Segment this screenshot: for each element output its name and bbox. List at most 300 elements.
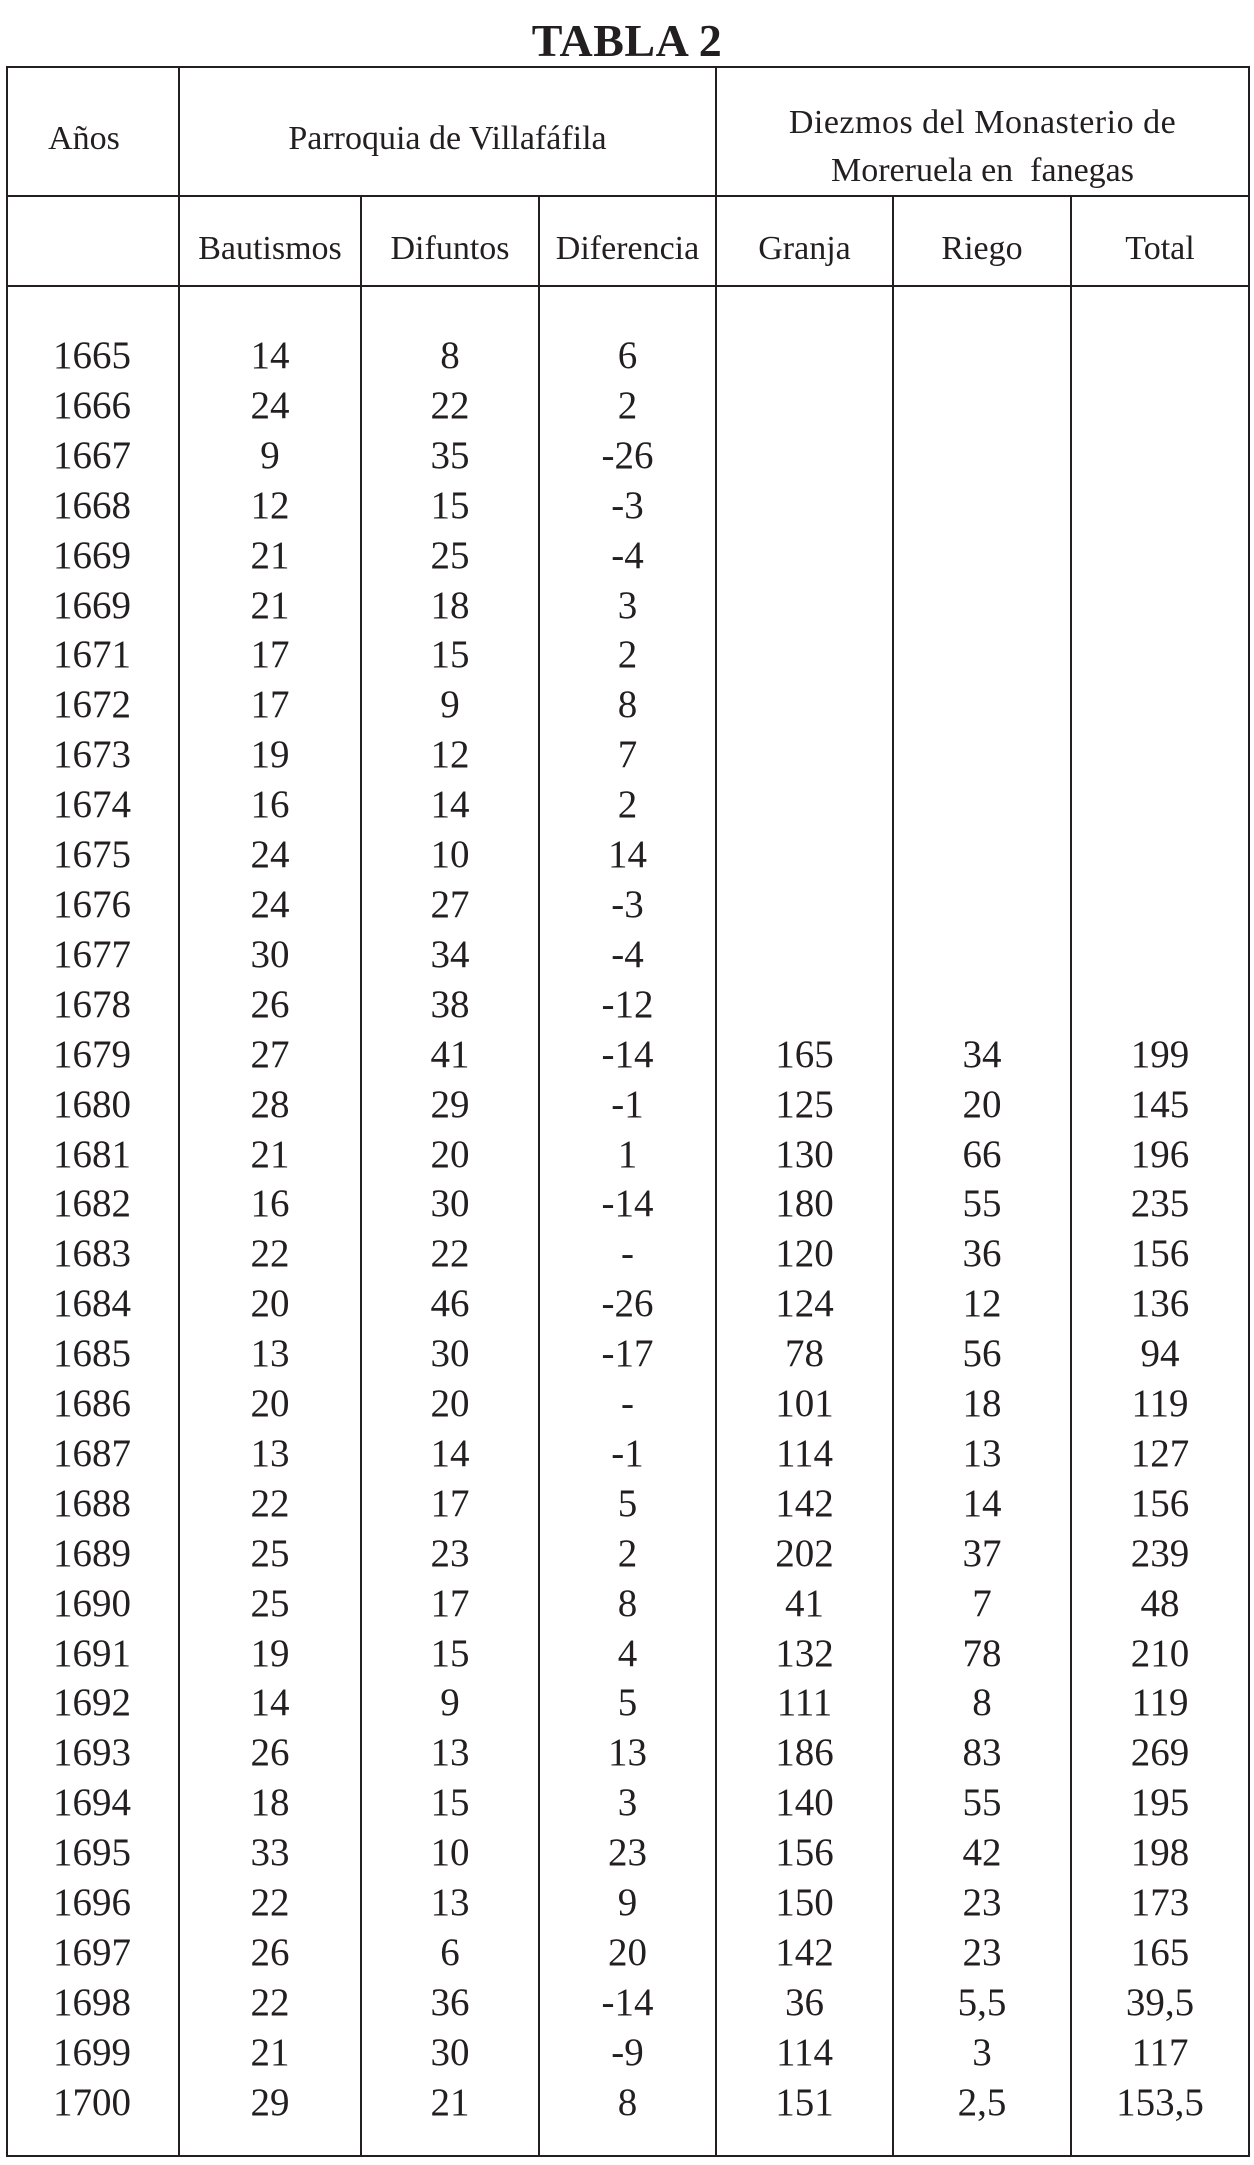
year-cell: 1669 [53,533,131,577]
difuntos-cell: 46 [430,1282,470,1326]
difuntos-cell: 9 [440,683,460,727]
table-row [0,680,1254,730]
table-row [0,1778,1254,1828]
diferencia-cell: 8 [617,1581,638,1625]
total-cell [1072,331,1248,381]
diferencia-cell: 6 [617,334,638,377]
bautismos-cell: 21 [250,1132,290,1176]
total-cell: 119 [1131,1681,1189,1725]
bautismos-cell: 19 [250,733,290,777]
table-row [0,630,1254,680]
diferencia-cell: 20 [608,1931,647,1974]
riego-cell: 83 [962,1731,1002,1775]
year-cell: 1682 [53,1182,131,1226]
riego-cell: 55 [962,1182,1002,1226]
year-cell: 1674 [53,783,131,827]
granja-cell: 120 [775,1232,834,1276]
difuntos-cell: 9 [440,1681,460,1725]
diferencia-cell: -14 [601,1980,654,2024]
year-cell: 1691 [53,1631,131,1675]
riego-cell: 42 [962,1831,1002,1875]
granja-cell: 41 [785,1581,824,1625]
diferencia-cell: 5 [617,1681,638,1725]
difuntos-cell: 6 [440,1931,460,1974]
bautismos-cell: 26 [250,1931,290,1974]
total-cell: 198 [1130,1831,1190,1875]
granja-cell: 36 [785,1980,824,2024]
difuntos-cell: 23 [430,1531,470,1575]
total-cell [1072,980,1248,1030]
difuntos-cell: 8 [440,334,460,377]
year-cell: 1699 [53,2030,131,2074]
riego-cell: 34 [962,1032,1002,1076]
total-cell [1072,431,1248,481]
total-cell: 173 [1130,1881,1190,1925]
riego-cell [894,880,1070,930]
riego-cell: 36 [962,1232,1002,1276]
riego-cell: 78 [962,1631,1002,1675]
table-row [0,730,1254,780]
year-cell: 1684 [53,1282,131,1326]
year-cell: 1683 [53,1232,131,1276]
difuntos-cell: 17 [430,1481,470,1525]
year-cell: 1666 [53,383,131,427]
difuntos-cell: 41 [430,1032,470,1076]
bautismos-cell: 30 [250,932,290,976]
total-cell [1072,531,1248,581]
diferencia-cell: 13 [608,1731,647,1775]
year-cell: 1685 [53,1332,131,1376]
difuntos-cell: 13 [430,1881,470,1925]
granja-cell: 111 [776,1681,833,1725]
total-cell [1072,680,1248,730]
difuntos-cell: 30 [430,2030,470,2074]
total-cell: 136 [1130,1282,1190,1326]
diferencia-cell: 9 [617,1881,638,1925]
total-cell: 235 [1130,1182,1190,1226]
bautismos-cell: 24 [250,882,290,926]
year-cell: 1665 [53,334,131,377]
granja-cell: 142 [775,1931,834,1974]
year-cell: 1675 [53,833,131,877]
bautismos-cell: 25 [250,1581,290,1625]
diferencia-cell: -17 [601,1332,654,1376]
bautismos-cell: 18 [250,1781,290,1825]
year-cell: 1667 [53,433,131,477]
bautismos-cell: 29 [250,2080,290,2124]
header-bautismos: Bautismos [198,230,342,267]
bautismos-cell: 21 [250,583,290,627]
table-row [0,1379,1254,1429]
diferencia-cell: -3 [611,483,644,527]
bautismos-cell: 16 [250,783,290,827]
granja-cell [717,331,892,381]
table-row [0,1978,1254,2028]
table-row [0,581,1254,631]
total-cell: 156 [1130,1232,1190,1276]
total-cell [1072,630,1248,680]
diferencia-cell: 14 [608,833,647,877]
granja-cell [717,381,892,431]
table-row [0,1728,1254,1778]
riego-cell: 2,5 [957,2080,1007,2124]
granja-cell: 78 [785,1332,824,1376]
diferencia-cell: -14 [601,1182,654,1226]
difuntos-cell: 36 [430,1980,470,2024]
bautismos-cell: 26 [250,1731,290,1775]
riego-cell: 3 [972,2030,992,2074]
year-cell: 1697 [53,1931,131,1974]
difuntos-cell: 35 [430,433,470,477]
bautismos-cell: 22 [250,1481,290,1525]
header-parroquia: Parroquia de Villafáfila [288,120,607,157]
granja-cell: 114 [775,1431,834,1475]
difuntos-cell: 29 [430,1082,470,1126]
diferencia-cell: -9 [611,2030,644,2074]
total-cell: 165 [1130,1931,1190,1974]
table-row [0,2028,1254,2078]
bautismos-cell: 24 [250,833,290,877]
riego-cell: 55 [962,1781,1002,1825]
year-cell: 1678 [53,982,131,1026]
diferencia-cell: -1 [611,1082,644,1126]
year-cell: 1677 [53,932,131,976]
year-cell: 1680 [53,1082,131,1126]
table-row [0,1479,1254,1529]
table-row [0,830,1254,880]
granja-cell: 101 [775,1382,834,1426]
difuntos-cell: 20 [430,1382,470,1426]
granja-cell [717,581,892,631]
table-row [0,1429,1254,1479]
difuntos-cell: 10 [430,1831,470,1875]
year-cell: 1688 [53,1481,131,1525]
difuntos-cell: 15 [430,1781,470,1825]
granja-cell: 186 [775,1731,834,1775]
granja-cell: 151 [775,2080,834,2124]
year-cell: 1700 [53,2080,131,2124]
year-cell: 1690 [53,1581,131,1625]
rule-bottom [6,2155,1250,2157]
difuntos-cell: 25 [430,533,470,577]
diferencia-cell: -12 [601,982,654,1026]
header-difuntos: Difuntos [390,230,510,267]
total-cell: 156 [1130,1481,1190,1525]
difuntos-cell: 18 [430,583,470,627]
granja-cell: 142 [775,1481,834,1525]
table-row [0,1130,1254,1180]
year-cell: 1668 [53,483,131,527]
granja-cell [717,431,892,481]
granja-cell [717,630,892,680]
year-cell: 1694 [53,1781,131,1825]
bautismos-cell: 19 [250,1631,290,1675]
total-cell: 145 [1130,1082,1190,1126]
bautismos-cell: 26 [250,982,290,1026]
diferencia-cell: 1 [617,1132,638,1176]
riego-cell [894,581,1070,631]
table-row [0,381,1254,431]
bautismos-cell: 17 [250,633,290,677]
riego-cell [894,531,1070,581]
bautismos-cell: 20 [250,1282,290,1326]
total-cell: 127 [1130,1431,1190,1475]
total-cell: 195 [1130,1781,1190,1825]
table-row [0,930,1254,980]
year-cell: 1672 [53,683,131,727]
diferencia-cell: 8 [617,683,638,727]
header-diezmos-line1: Diezmos del Monasterio de [788,104,1177,141]
diferencia-cell: 2 [617,1531,638,1575]
bautismos-cell: 13 [250,1431,290,1475]
total-cell: 269 [1130,1731,1190,1775]
table-row [0,1579,1254,1629]
year-cell: 1669 [53,583,131,627]
granja-cell [717,481,892,531]
table-row [0,2078,1254,2128]
difuntos-cell: 22 [430,1232,470,1276]
difuntos-cell: 34 [430,932,470,976]
table-body [0,331,1254,2128]
difuntos-cell: 20 [430,1132,470,1176]
year-cell: 1689 [53,1531,131,1575]
year-cell: 1698 [53,1980,131,2024]
granja-cell: 132 [775,1631,834,1675]
riego-cell [894,381,1070,431]
riego-cell [894,980,1070,1030]
diferencia-cell: -1 [611,1431,644,1475]
year-cell: 1695 [53,1831,131,1875]
granja-cell [717,730,892,780]
year-cell: 1681 [53,1132,131,1176]
year-cell: 1696 [53,1881,131,1925]
year-cell: 1692 [53,1681,131,1725]
total-cell: 119 [1131,1382,1189,1426]
bautismos-cell: 24 [250,383,290,427]
riego-cell: 18 [962,1382,1002,1426]
riego-cell [894,630,1070,680]
table-row [0,1179,1254,1229]
granja-cell [717,780,892,830]
difuntos-cell: 15 [430,633,470,677]
year-cell: 1676 [53,882,131,926]
total-cell: 117 [1131,2030,1189,2074]
granja-cell [717,680,892,730]
year-cell: 1671 [53,633,131,677]
difuntos-cell: 10 [430,833,470,877]
table-row [0,531,1254,581]
granja-cell: 202 [775,1531,834,1575]
diferencia-cell: 23 [608,1831,647,1875]
header-diezmos-line2: Moreruela en fanegas [830,152,1134,189]
riego-cell [894,780,1070,830]
bautismos-cell: 21 [250,533,290,577]
header-anos: Años [48,120,120,157]
bautismos-cell: 22 [250,1232,290,1276]
difuntos-cell: 30 [430,1332,470,1376]
rule-top [6,66,1250,68]
diferencia-cell: -26 [601,433,654,477]
diferencia-cell: -26 [601,1282,654,1326]
granja-cell [717,830,892,880]
header-diferencia: Diferencia [555,230,700,267]
granja-cell [717,980,892,1030]
granja-cell [717,930,892,980]
year-cell: 1673 [53,733,131,777]
difuntos-cell: 17 [430,1581,470,1625]
riego-cell: 23 [962,1931,1002,1974]
year-cell: 1679 [53,1032,131,1076]
bautismos-cell: 28 [250,1082,290,1126]
difuntos-cell: 15 [430,1631,470,1675]
table-title: TABLA 2 [531,15,723,66]
bautismos-cell: 12 [250,483,290,527]
difuntos-cell: 15 [430,483,470,527]
table-row [0,1279,1254,1329]
granja-cell [717,531,892,581]
bautismos-cell: 14 [250,334,290,377]
table-row [0,880,1254,930]
diferencia-cell: - [621,1382,634,1426]
bautismos-cell: 14 [250,1681,290,1725]
table-row [0,1928,1254,1978]
diferencia-cell: 3 [617,583,638,627]
diferencia-cell: -3 [611,882,644,926]
table-row [0,1828,1254,1878]
granja-cell: 130 [775,1132,834,1176]
granja-cell: 165 [775,1032,834,1076]
bautismos-cell: 20 [250,1382,290,1426]
year-cell: 1687 [53,1431,131,1475]
riego-cell: 8 [972,1681,992,1725]
diferencia-cell: - [621,1232,634,1276]
granja-cell: 125 [775,1082,834,1126]
riego-cell: 13 [962,1431,1002,1475]
rule-header-bottom [6,285,1250,287]
riego-cell [894,431,1070,481]
difuntos-cell: 14 [430,783,470,827]
header-granja: Granja [758,230,851,267]
riego-cell: 12 [962,1282,1002,1326]
total-cell [1072,780,1248,830]
table-row [0,1629,1254,1679]
granja-cell: 124 [775,1282,834,1326]
bautismos-cell: 25 [250,1531,290,1575]
granja-cell: 150 [775,1881,834,1925]
table-row [0,1030,1254,1080]
total-cell [1072,381,1248,431]
table-row [0,980,1254,1030]
header-total: Total [1125,230,1195,267]
riego-cell [894,930,1070,980]
table-row [0,481,1254,531]
difuntos-cell: 12 [430,733,470,777]
table-row [0,1080,1254,1130]
total-cell [1072,880,1248,930]
bautismos-cell: 13 [250,1332,290,1376]
diferencia-cell: 2 [617,633,638,677]
diferencia-cell: 4 [617,1631,638,1675]
diferencia-cell: 8 [617,2080,638,2124]
riego-cell: 23 [962,1881,1002,1925]
difuntos-cell: 22 [430,383,470,427]
year-cell: 1693 [53,1731,131,1775]
difuntos-cell: 14 [430,1431,470,1475]
table-row [0,1229,1254,1279]
bautismos-cell: 9 [260,433,280,477]
total-cell: 48 [1140,1581,1180,1625]
total-cell [1072,930,1248,980]
riego-cell: 66 [962,1132,1002,1176]
total-cell: 199 [1130,1032,1190,1076]
table-row [0,1678,1254,1728]
header-riego: Riego [941,230,1023,267]
total-cell [1072,830,1248,880]
riego-cell [894,680,1070,730]
diferencia-cell: -4 [611,932,644,976]
bautismos-cell: 16 [250,1182,290,1226]
diferencia-cell: -4 [611,533,644,577]
total-cell: 210 [1130,1631,1190,1675]
riego-cell [894,830,1070,880]
riego-cell [894,481,1070,531]
difuntos-cell: 38 [430,982,470,1026]
bautismos-cell: 17 [250,683,290,727]
table-row [0,331,1254,381]
table-row [0,1329,1254,1379]
total-cell [1072,581,1248,631]
bautismos-cell: 22 [250,1881,290,1925]
difuntos-cell: 27 [430,882,470,926]
diferencia-cell: 7 [617,733,638,777]
diferencia-cell: 2 [617,383,638,427]
difuntos-cell: 13 [430,1731,470,1775]
granja-cell [717,880,892,930]
total-cell [1072,730,1248,780]
diferencia-cell: 3 [617,1781,638,1825]
riego-cell: 5,5 [957,1980,1007,2024]
diferencia-cell: -14 [601,1032,654,1076]
total-cell: 39,5 [1125,1980,1195,2024]
total-cell: 239 [1130,1531,1190,1575]
diferencia-cell: 2 [617,783,638,827]
table-row [0,1529,1254,1579]
bautismos-cell: 33 [250,1831,290,1875]
riego-cell [894,730,1070,780]
difuntos-cell: 21 [430,2080,470,2124]
bautismos-cell: 21 [250,2030,290,2074]
difuntos-cell: 30 [430,1182,470,1226]
bautismos-cell: 22 [250,1980,290,2024]
total-cell: 94 [1140,1332,1180,1376]
total-cell [1072,481,1248,531]
table-row [0,780,1254,830]
riego-cell: 37 [962,1531,1002,1575]
granja-cell: 156 [775,1831,834,1875]
diferencia-cell: 5 [617,1481,638,1525]
bautismos-cell: 27 [250,1032,290,1076]
riego-cell [894,331,1070,381]
riego-cell: 56 [962,1332,1002,1376]
table-row [0,431,1254,481]
total-cell: 196 [1130,1132,1190,1176]
granja-cell: 140 [775,1781,834,1825]
riego-cell: 7 [972,1581,992,1625]
table-row [0,1878,1254,1928]
granja-cell: 180 [775,1182,834,1226]
riego-cell: 20 [962,1082,1002,1126]
granja-cell: 114 [775,2030,834,2074]
